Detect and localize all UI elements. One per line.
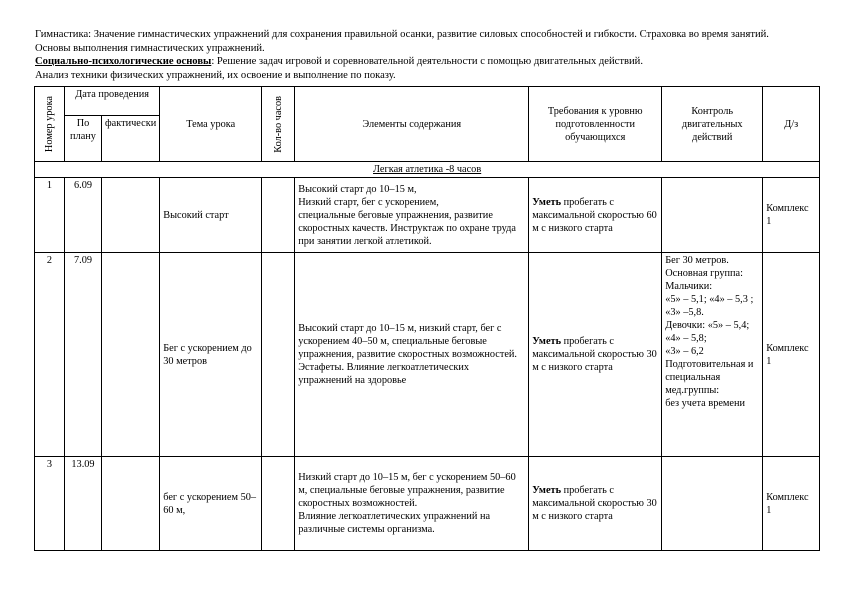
header-homework: Д/з <box>763 87 820 162</box>
intro-line-analysis: Анализ техники физических упражнений, их освоение и выполнение по показу. <box>35 69 396 81</box>
lesson-homework: Комплекс 1 <box>763 253 820 457</box>
intro-text-social: : Решение задач игровой и соревновательной деятельности с помощью двигательных действий. <box>211 56 643 67</box>
header-topic: Тема урока <box>160 87 262 162</box>
section-title: Легкая атлетика -8 часов <box>35 162 820 178</box>
header-plan: По плану <box>65 116 102 162</box>
header-elements: Элементы содержания <box>295 87 529 162</box>
lesson-homework: Комплекс 1 <box>763 457 820 551</box>
lesson-rows <box>35 178 820 551</box>
lesson-row <box>35 253 820 457</box>
lesson-hours <box>262 457 295 551</box>
date-fact <box>102 178 160 253</box>
lesson-topic: Бег с ускорением до 30 метров <box>160 253 262 457</box>
lesson-row <box>35 457 820 551</box>
lesson-topic: бег с ускорением 50–60 м, <box>160 457 262 551</box>
lesson-number: 3 <box>35 457 65 551</box>
date-fact <box>102 253 160 457</box>
header-row-1 <box>35 87 820 116</box>
header-date: Дата проведения <box>65 87 160 116</box>
lesson-number: 2 <box>35 253 65 457</box>
lesson-requirements: Уметь пробегать с максимальной скоростью 30 м с низкого старта <box>529 457 662 551</box>
intro-label-social: Социально-психологические основы <box>35 56 212 67</box>
lesson-elements: Низкий старт до 10–15 м, бег с ускорением 50–60 м, специальные беговые упражнения, развитие скоростных возможностей. Влияние легкоатлетических упражнений на различные системы организма. <box>295 457 529 551</box>
header-control: Контроль двигательных действий <box>662 87 763 162</box>
date-plan: 13.09 <box>65 457 102 551</box>
lesson-topic: Высокий старт <box>160 178 262 253</box>
date-plan: 6.09 <box>65 178 102 253</box>
lesson-number: 1 <box>35 178 65 253</box>
lesson-homework: Комплекс 1 <box>763 178 820 253</box>
lesson-row <box>35 178 820 253</box>
requirements-keyword: Уметь <box>532 336 562 347</box>
section-row <box>35 162 820 178</box>
lesson-elements: Высокий старт до 10–15 м, Низкий старт, бег с ускорением, специальные беговые упражнения, развитие скоростных качеств. Инструктаж по охране труда при занятии легкой атлетикой. <box>295 178 529 253</box>
header-hours: Кол-во часов <box>262 87 295 162</box>
lesson-hours <box>262 178 295 253</box>
lesson-control: Бег 30 метров. Основная группа: Мальчики: «5» – 5,1; «4» – 5,3 ; «3» –5,8. Девочки: «5» – 5,4; «4» – 5,8; «3» – 6,2 Подготовительная и специальная мед.группы: без учета времени <box>662 253 763 457</box>
date-plan: 7.09 <box>65 253 102 457</box>
lesson-requirements: Уметь пробегать с максимальной скоростью 60 м с низкого старта <box>529 178 662 253</box>
lesson-control <box>662 178 763 253</box>
intro-text <box>35 28 805 82</box>
intro-line-gymnastics <box>35 28 805 55</box>
requirements-keyword: Уметь <box>532 485 562 496</box>
intro-line-social <box>35 55 805 69</box>
header-lesson-no: Номер урока <box>35 87 65 162</box>
header-requirements: Требования к уровню подготовленности обучающихся <box>529 87 662 162</box>
intro-text-gymnastics: : Значение гимнастических упражнений для сохранения правильной осанки, развитие силовых способностей и гибкости. Страховка во время занятий. Основы выполнения гимнастических упражнений. <box>35 29 769 54</box>
intro-label-gymnastics: Гимнастика <box>35 29 89 40</box>
lesson-control <box>662 457 763 551</box>
lesson-hours <box>262 253 295 457</box>
header-fact: фактически <box>102 116 160 162</box>
date-fact <box>102 457 160 551</box>
lesson-elements: Высокий старт до 10–15 м, низкий старт, бег с ускорением 40–50 м, специальные беговые упражнения, развитие скоростных возможностей. Эстафеты. Влияние легкоатлетических упражнений на здоровье <box>295 253 529 457</box>
requirements-keyword: Уметь <box>532 196 562 208</box>
lesson-plan-table <box>34 86 820 551</box>
lesson-requirements: Уметь пробегать с максимальной скоростью 30 м с низкого старта <box>529 253 662 457</box>
